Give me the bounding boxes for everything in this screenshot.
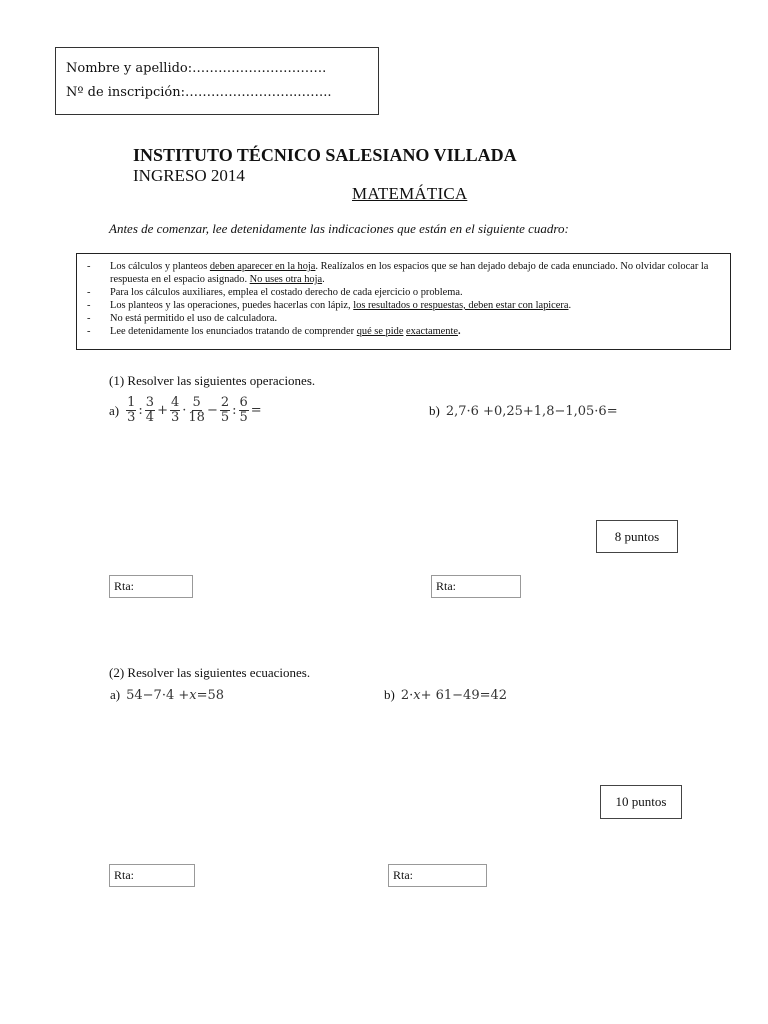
institute-title: INSTITUTO TÉCNICO SALESIANO VILLADA	[133, 145, 517, 165]
points-badge: 10 puntos	[600, 785, 682, 819]
question-2b-equation	[384, 687, 507, 703]
rule-bullet: -	[87, 287, 91, 298]
expression-text: 2,7·6 +0,25+1,8−1,05·6=	[445, 403, 618, 419]
rule-bullet: -	[87, 300, 91, 311]
rule-bullet: -	[87, 326, 91, 337]
expression-text: 54−7·4 +	[126, 687, 190, 703]
variable: x	[189, 687, 197, 703]
rule-text: Los cálculos y planteos	[110, 261, 210, 272]
denominator: 5	[239, 410, 248, 425]
rule-text: .	[568, 300, 572, 311]
answer-field-1a[interactable]: Rta:	[109, 575, 193, 598]
fraction	[239, 396, 249, 425]
rule-bullet: -	[87, 313, 91, 324]
rule-emphasis: los resultados o respuestas, deben estar con lapicera	[353, 300, 569, 311]
item-label: a)	[109, 402, 120, 418]
fraction	[126, 396, 136, 425]
rule-item	[87, 260, 710, 286]
rule-text: No está permitido el uso de calculadora.	[110, 313, 278, 324]
expression-text: =58	[196, 687, 225, 703]
fraction	[145, 396, 155, 425]
item-label: b)	[384, 687, 395, 702]
denominator: 5	[220, 410, 230, 425]
rule-text: .	[457, 326, 461, 337]
answer-field-1b[interactable]: Rta:	[431, 575, 521, 598]
numerator: 1	[127, 395, 136, 410]
rules-box	[76, 253, 731, 350]
exam-title: INGRESO 2014	[133, 166, 245, 185]
rule-emphasis: qué se pide	[356, 326, 404, 337]
operator: :	[138, 403, 143, 418]
rule-emphasis: No uses otra hoja	[249, 274, 323, 285]
inscription-field-label[interactable]: Nº de inscripción:……………………..……..	[66, 85, 332, 100]
subject-title: MATEMÁTICA	[352, 184, 468, 203]
variable: x	[413, 687, 421, 703]
item-label: a)	[110, 687, 121, 702]
denominator: 3	[127, 410, 136, 425]
rule-item	[87, 299, 710, 312]
answer-field-2b[interactable]: Rta:	[388, 864, 487, 887]
numerator: 2	[220, 395, 230, 410]
rule-item	[87, 325, 710, 338]
rule-emphasis: exactamente	[406, 326, 458, 337]
rules-list	[77, 254, 730, 338]
fraction	[170, 396, 180, 425]
denominator: 4	[145, 410, 155, 425]
denominator: 3	[170, 410, 180, 425]
operator: :	[232, 403, 237, 418]
question-1-statement: (1) Resolver las siguientes operaciones.	[109, 373, 316, 388]
denominator: 18	[188, 410, 205, 425]
name-field-label[interactable]: Nombre y apellido:………………………….	[66, 61, 327, 76]
fraction	[220, 396, 230, 425]
rule-item	[87, 286, 710, 299]
question-1a-expression	[109, 396, 263, 425]
student-info-box	[55, 47, 379, 115]
operator: ·	[182, 403, 187, 418]
numerator: 3	[145, 395, 155, 410]
operator: +	[157, 403, 168, 418]
numerator: 6	[239, 395, 248, 410]
numerator: 4	[170, 395, 180, 410]
rule-emphasis: deben aparecer en la hoja	[209, 261, 316, 272]
rule-bullet: -	[87, 261, 91, 272]
rule-text: Para los cálculos auxiliares, emplea el costado derecho de cada ejercicio o problema.	[110, 287, 463, 298]
answer-field-2a[interactable]: Rta:	[109, 864, 195, 887]
operator: −	[206, 403, 218, 418]
rule-item	[87, 312, 710, 325]
numerator: 5	[192, 395, 201, 410]
expression-text: + 61−49=42	[420, 687, 508, 703]
question-2-statement: (2) Resolver las siguientes ecuaciones.	[109, 665, 311, 680]
rule-text: .	[322, 274, 325, 285]
item-label: b)	[429, 403, 440, 418]
question-1b-expression	[429, 403, 618, 419]
fraction	[188, 396, 205, 425]
equals-sign: =	[250, 403, 262, 418]
instructions-intro: Antes de comenzar, lee detenidamente las indicaciones que están en el siguiente cuadro:	[109, 221, 569, 236]
rule-text: Lee detenidamente los enunciados tratando de comprender	[110, 326, 357, 337]
rule-text: . Realízalos en los espacios que se han dejado debajo de cada enunciado. No olvidar colocar la respuesta en el espacio asignado.	[110, 261, 709, 285]
rule-text: Los planteos y las operaciones, puedes hacerlas con lápiz,	[110, 300, 354, 311]
expression-text: 2·	[400, 687, 414, 703]
question-2a-equation	[110, 687, 224, 703]
points-badge: 8 puntos	[596, 520, 678, 553]
